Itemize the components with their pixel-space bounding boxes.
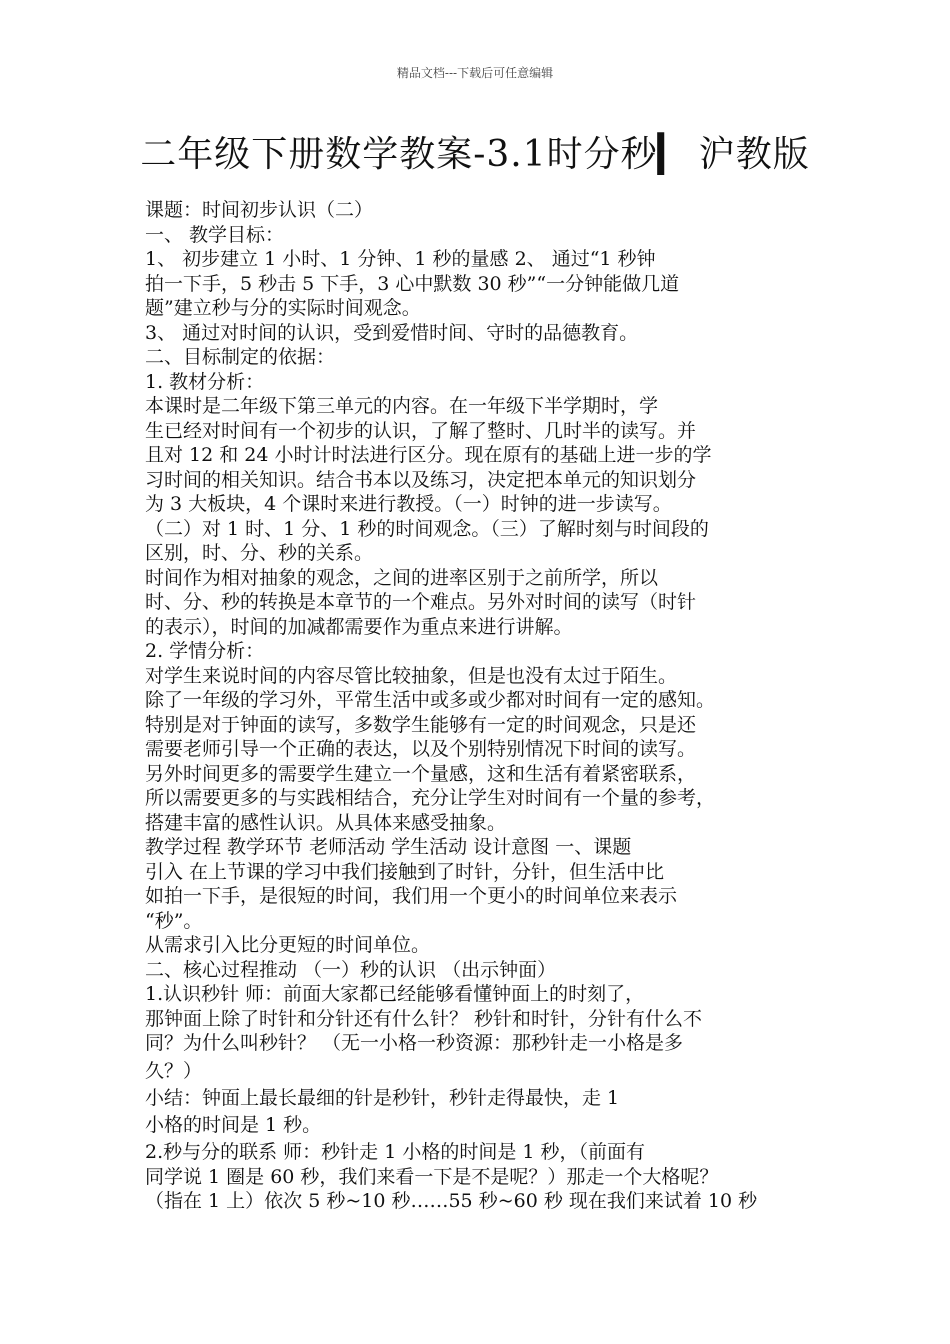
- body-line: 习时间的相关知识。结合书本以及练习，决定把本单元的知识划分: [145, 468, 697, 491]
- document-body: [145, 198, 810, 1214]
- body-line: 引入 在上节课的学习中我们接触到了时针，分针，但生活中比: [145, 860, 665, 883]
- body-line: 的表示），时间的加减都需要作为重点来进行讲解。: [145, 615, 573, 638]
- body-line: 对学生来说时间的内容尽管比较抽象，但是也没有太过于陌生。: [145, 664, 678, 687]
- body-line: “秒”。: [145, 909, 203, 932]
- body-line: 小结：钟面上最长最细的针是秒针，秒针走得最快，走 1: [145, 1086, 620, 1109]
- body-line: 时、分、秒的转换是本章节的一个难点。另外对时间的读写（时针: [145, 591, 697, 613]
- body-line: 同学说 1 圈是 60 秒，我们来看一下是不是呢？）那走一个大格呢？: [145, 1165, 719, 1188]
- body-line: 拍一下手，5 秒击 5 下手，3 心中默数 30 秒”“一分钟能做几道: [145, 272, 680, 295]
- body-line: 3、 通过对时间的认识，受到爱惜时间、守时的品德教育。: [145, 321, 639, 344]
- body-line: 2. 学情分析：: [145, 640, 265, 662]
- body-line: 那钟面上除了时针和分针还有什么针？ 秒针和时针，分针有什么不: [145, 1007, 703, 1030]
- body-line: 搭建丰富的感性认识。从具体来感受抽象。: [145, 811, 507, 834]
- body-line: 时间作为相对抽象的观念，之间的进率区别于之前所学，所以: [145, 566, 659, 589]
- body-line: 从需求引入比分更短的时间单位。: [145, 934, 431, 956]
- body-line: 小格的时间是 1 秒。: [145, 1114, 322, 1136]
- body-line: 除了一年级的学习外，平常生活中或多或少都对时间有一定的感知。: [145, 689, 716, 711]
- body-line: （指在 1 上）依次 5 秒~10 秒……55 秒~60 秒 现在我们来试着 10 秒: [145, 1190, 758, 1212]
- body-line: 另外时间更多的需要学生建立一个量感，这和生活有着紧密联系，: [145, 762, 697, 785]
- body-line: 一、 教学目标：: [145, 223, 285, 246]
- body-line: 1. 教材分析：: [145, 370, 265, 393]
- body-line: 二、目标制定的依据：: [145, 346, 336, 368]
- body-line: 1.认识秒针 师：前面大家都已经能够看懂钟面上的时刻了，: [145, 983, 645, 1005]
- body-line: 所以需要更多的与实践相结合，充分让学生对时间有一个量的参考，: [145, 787, 716, 809]
- body-line: 为 3 大板块，4 个课时来进行教授。（一）时钟的进一步读写。: [145, 493, 672, 515]
- body-line: 2.秒与分的联系 师：秒针走 1 小格的时间是 1 秒，（前面有: [145, 1141, 646, 1163]
- body-line: 如拍一下手，是很短的时间，我们用一个更小的时间单位来表示: [145, 885, 678, 907]
- body-line: 题”建立秒与分的实际时间观念。: [145, 297, 421, 319]
- body-line: 教学过程 教学环节 老师活动 学生活动 设计意图 一、课题: [145, 836, 632, 858]
- body-line: （二）对 1 时、1 分、1 秒的时间观念。（三）了解时刻与时间段的: [145, 517, 709, 540]
- body-line: 久？）: [145, 1059, 203, 1082]
- body-line: 区别，时、分、秒的关系。: [145, 542, 374, 564]
- document-title: 二年级下册数学教案-3.1时分秒▎ 沪教版: [140, 134, 810, 175]
- body-line: 本课时是二年级下第三单元的内容。在一年级下半学期时，学: [145, 395, 659, 417]
- page-header: 精品文档---下载后可任意编辑: [396, 66, 554, 80]
- body-line: 且对 12 和 24 小时计时法进行区分。现在原有的基础上进一步的学: [145, 444, 712, 466]
- body-line: 生已经对时间有一个初步的认识，了解了整时、几时半的读写。并: [145, 419, 697, 442]
- body-line: 课题：时间初步认识（二）: [145, 199, 374, 221]
- body-line: 同？为什么叫秒针？ （无一小格一秒资源：那秒针走一小格是多: [145, 1032, 684, 1054]
- body-line: 特别是对于钟面的读写，多数学生能够有一定的时间观念，只是还: [145, 713, 697, 736]
- body-line: 二、核心过程推动 （一）秒的认识 （出示钟面）: [145, 958, 557, 981]
- body-line: 需要老师引导一个正确的表达，以及个别特别情况下时间的读写。: [145, 738, 697, 760]
- body-line: 1、 初步建立 1 小时、1 分钟、1 秒的量感 2、 通过“1 秒钟: [145, 248, 656, 270]
